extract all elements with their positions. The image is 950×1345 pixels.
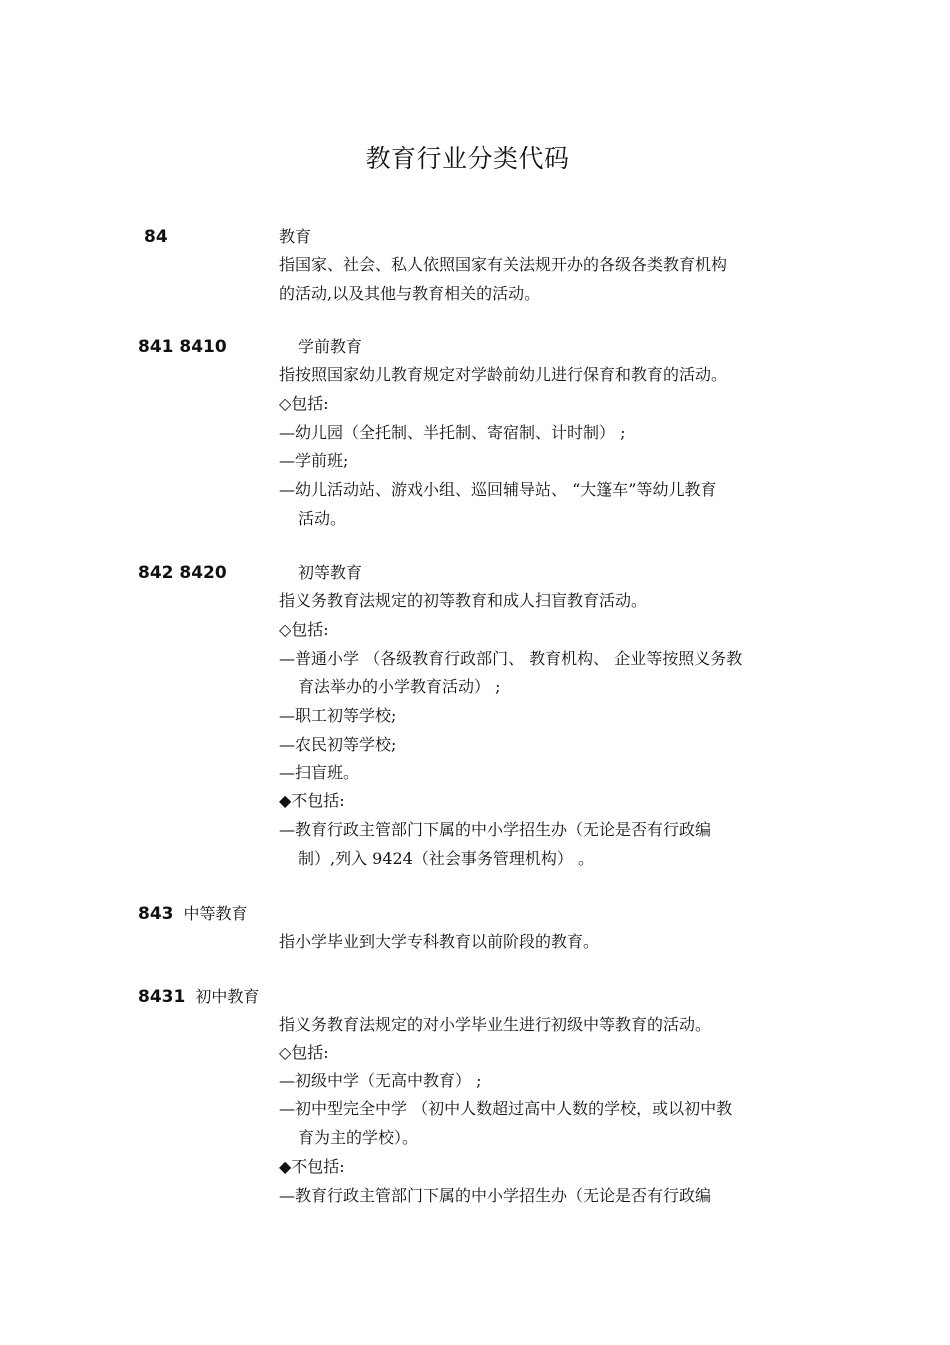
section-name-841: 学前教育 <box>298 337 363 356</box>
include-item-8431-2-cont: 育为主的学校）。 <box>298 1128 419 1147</box>
section-code-843 <box>138 903 248 925</box>
exclude-item-842-1: —教育行政主管部门下属的中小学招生办（无论是否有行政编 <box>279 820 712 839</box>
section-code-843-number: 843 <box>138 904 174 924</box>
exclude-item-842-1-cont: 制）,列入 9424（社会事务管理机构） 。 <box>298 849 594 868</box>
include-label-841: ◇包括: <box>279 394 329 413</box>
section-code-8431-number: 8431 <box>138 987 186 1007</box>
exclude-item-8431-1: —教育行政主管部门下属的中小学招生办（无论是否有行政编 <box>279 1186 712 1205</box>
section-code-842: 842 8420 <box>138 563 227 583</box>
include-item-8431-2: —初中型完全中学 （初中人数超过高中人数的学校，或以初中教 <box>279 1099 733 1118</box>
section-name-84: 教育 <box>279 227 312 246</box>
include-item-842-4: —扫盲班。 <box>279 763 360 782</box>
include-item-842-3: —农民初等学校; <box>279 735 397 754</box>
section-code-84: 84 <box>144 227 168 247</box>
include-label-842: ◇包括: <box>279 620 329 639</box>
section-name-8431: 初中教育 <box>195 987 260 1006</box>
include-item-842-1-cont: 育法举办的小学教育活动） ; <box>298 677 501 696</box>
include-item-842-2: —职工初等学校; <box>279 706 397 725</box>
include-label-8431: ◇包括: <box>279 1043 329 1062</box>
exclude-label-842: ◆不包括: <box>279 791 345 810</box>
section-desc-842: 指义务教育法规定的初等教育和成人扫盲教育活动。 <box>279 591 648 610</box>
include-item-841-2: —学前班; <box>279 451 349 470</box>
section-name-843: 中等教育 <box>183 904 248 923</box>
include-item-842-1: —普通小学 （各级教育行政部门、 教育机构、 企业等按照义务教 <box>279 649 743 668</box>
section-name-842: 初等教育 <box>298 563 363 582</box>
section-code-841: 841 8410 <box>138 337 227 357</box>
section-desc-84-line1: 指国家、社会、私人依照国家有关法规开办的各级各类教育机构 <box>279 255 728 274</box>
section-desc-843: 指小学毕业到大学专科教育以前阶段的教育。 <box>279 932 600 951</box>
section-desc-84-line2: 的活动,以及其他与教育相关的活动。 <box>279 284 541 303</box>
section-desc-8431: 指义务教育法规定的对小学毕业生进行初级中等教育的活动。 <box>279 1015 712 1034</box>
section-code-8431 <box>138 986 259 1008</box>
include-item-8431-1: —初级中学（无高中教育） ; <box>279 1071 482 1090</box>
section-desc-841: 指按照国家幼儿教育规定对学龄前幼儿进行保育和教育的活动。 <box>279 365 728 384</box>
include-item-841-1: —幼儿园（全托制、半托制、寄宿制、计时制） ; <box>279 423 626 442</box>
include-item-841-3: —幼儿活动站、游戏小组、巡回辅导站、 “大篷车”等幼儿教育 <box>279 480 717 499</box>
exclude-label-8431: ◆不包括: <box>279 1157 345 1176</box>
page-title: 教育行业分类代码 <box>365 144 570 173</box>
include-item-841-3-cont: 活动。 <box>298 509 347 528</box>
